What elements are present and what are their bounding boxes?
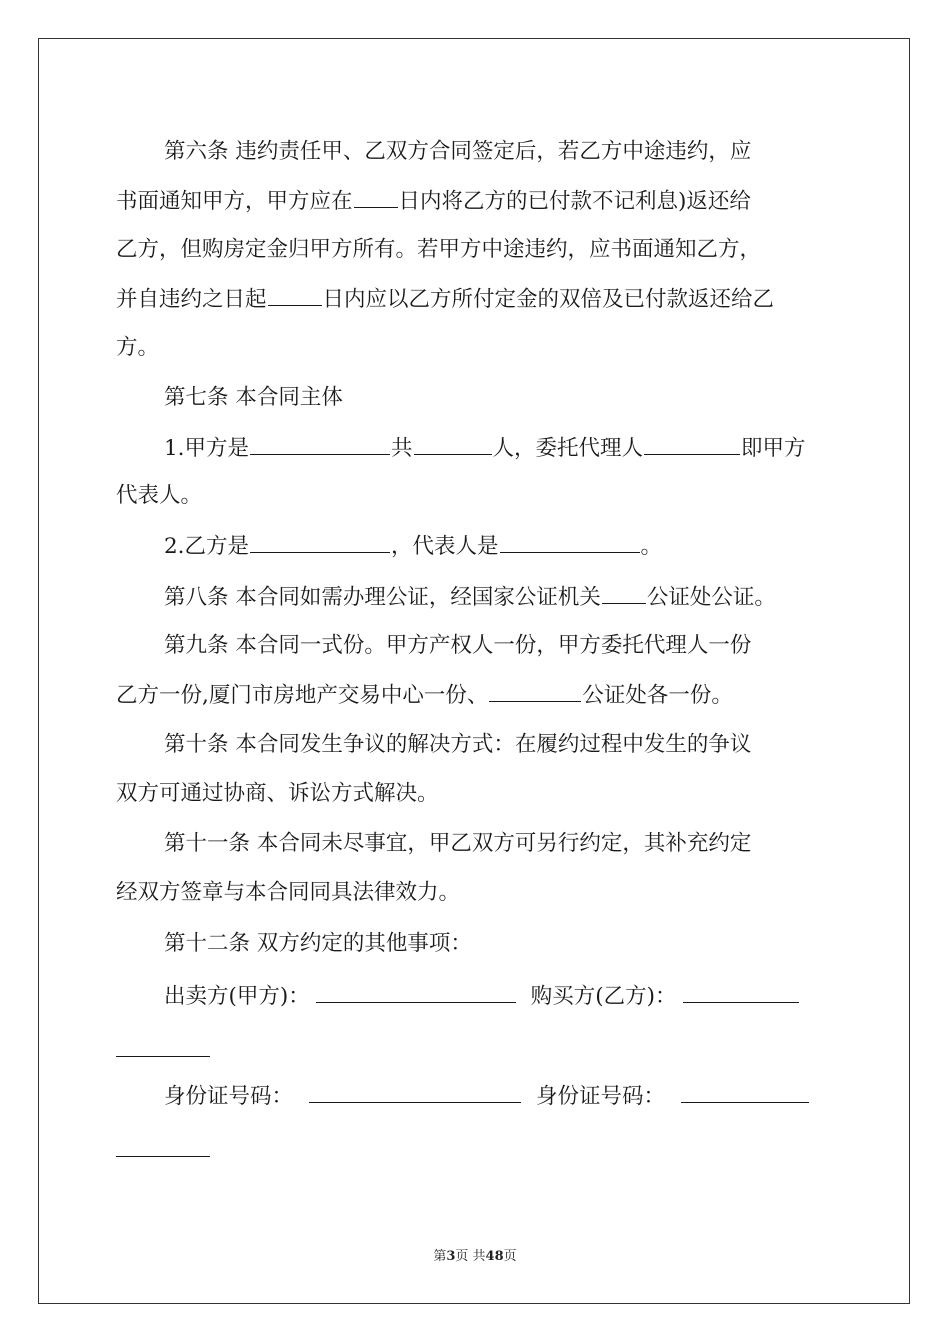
article-8: 第八条 本合同如需办理公证，经国家公证机关 公证处公证。 (164, 577, 776, 617)
article-6-line-2: 书面通知甲方，甲方应在 日内将乙方的已付款不记利息)返还给 (116, 181, 751, 221)
total-page-number: 48 (485, 1249, 504, 1264)
party-a-name-blank[interactable] (250, 428, 390, 455)
article-6-line-3: 乙方，但购房定金归甲方所有。若甲方中途违约，应书面通知乙方， (116, 237, 762, 262)
notary-office-blank[interactable] (602, 577, 646, 604)
party-b-rep-blank[interactable] (500, 526, 640, 553)
buyer-signature-blank[interactable] (683, 976, 799, 1003)
article-6-line-4: 并自违约之日起 日内应以乙方所付定金的双倍及已付款返还给乙 (116, 279, 774, 319)
party-b-name-blank[interactable] (250, 526, 390, 553)
article-7-item-2: 2.乙方是 ，代表人是 。 (164, 526, 662, 566)
article-9-line-1: 第九条 本合同一式份。甲方产权人一份，甲方委托代理人一份 (164, 633, 752, 658)
id-number-line: 身份证号码： 身份证号码： (164, 1076, 810, 1116)
seller-id-blank[interactable] (309, 1076, 521, 1103)
current-page-number: 3 (446, 1249, 456, 1264)
article-9-line-2: 乙方一份,厦门市房地产交易中心一份、 公证处各一份。 (116, 675, 733, 715)
party-a-count-blank[interactable] (414, 428, 492, 455)
article-7-item-1: 1.甲方是 共 人，委托代理人 即甲方 (164, 428, 806, 468)
agent-name-blank[interactable] (644, 428, 740, 455)
article-7-item-1-cont: 代表人。 (116, 483, 203, 508)
notary-copy-blank[interactable] (489, 675, 581, 702)
article-7-title: 第七条 本合同主体 (164, 385, 343, 410)
seller-signature-blank[interactable] (316, 976, 516, 1003)
article-10-line-1: 第十条 本合同发生争议的解决方式：在履约过程中发生的争议 (164, 732, 752, 757)
article-12-title: 第十二条 双方约定的其他事项： (164, 931, 472, 956)
article-11-line-1: 第十一条 本合同未尽事宜，甲乙双方可另行约定，其补充约定 (164, 831, 752, 856)
days-blank-2[interactable] (268, 279, 322, 306)
buyer-id-blank-cont[interactable] (116, 1155, 210, 1157)
article-6-line-5: 方。 (116, 335, 160, 360)
signature-line-parties: 出卖方(甲方)： 购买方(乙方)： (164, 976, 800, 1016)
buyer-signature-blank-cont[interactable] (116, 1055, 210, 1057)
page-footer: 第3页 共48页 (433, 1249, 517, 1264)
days-blank-1[interactable] (354, 181, 398, 208)
article-11-line-2: 经双方签章与本合同同具法律效力。 (116, 880, 461, 905)
article-6-line-1: 第六条 违约责任甲、乙双方合同签定后，若乙方中途违约，应 (164, 139, 752, 164)
buyer-id-blank[interactable] (681, 1076, 809, 1103)
article-10-line-2: 双方可通过协商、诉讼方式解决。 (116, 781, 439, 806)
